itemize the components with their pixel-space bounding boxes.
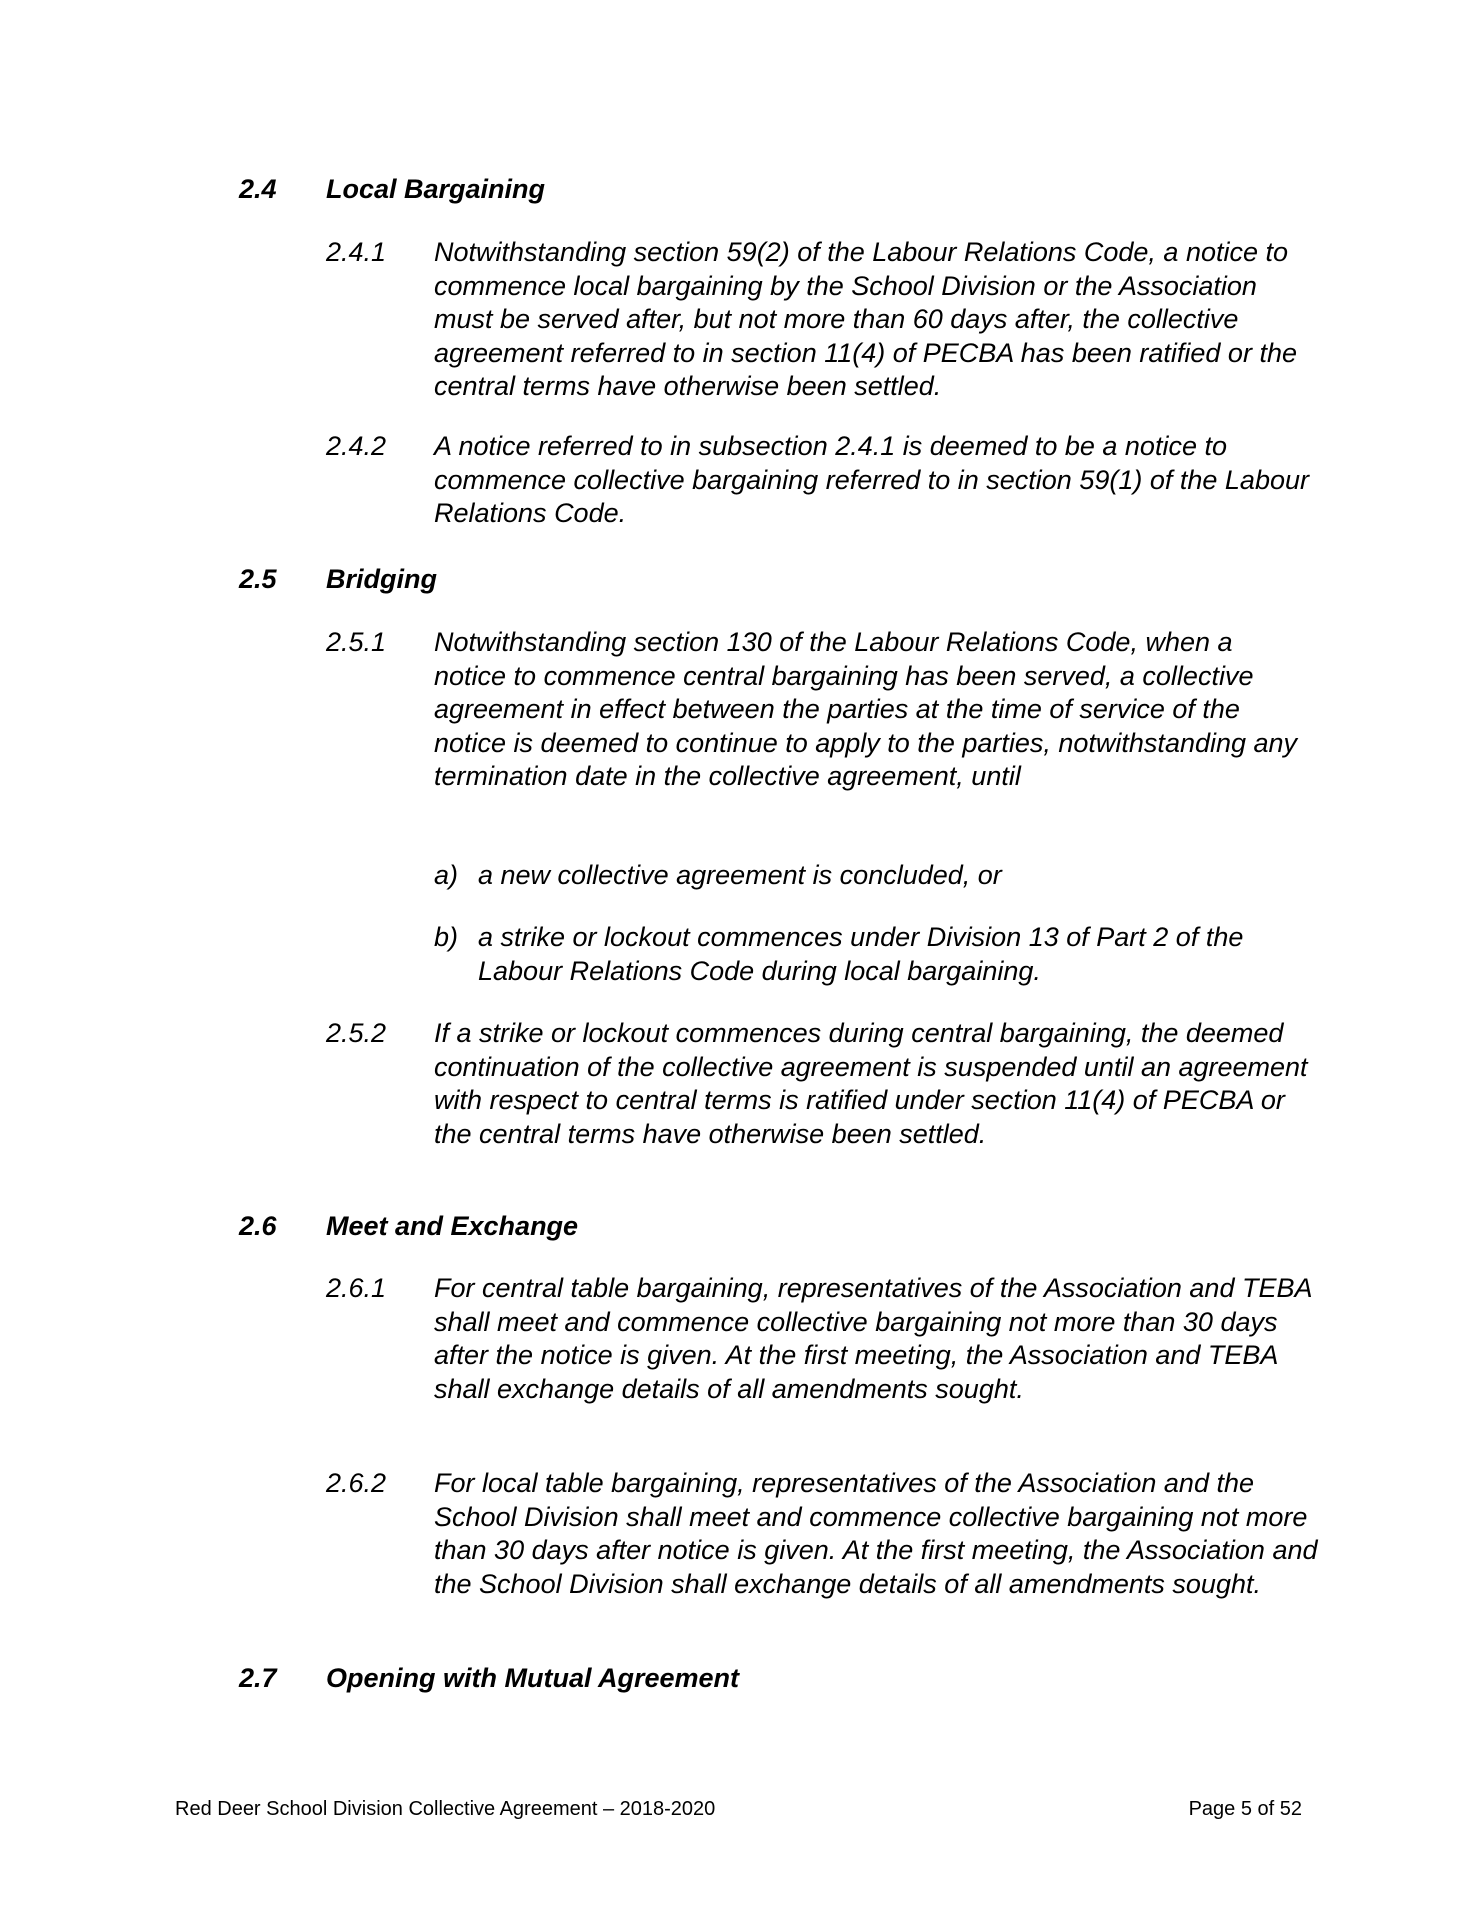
clause-2-6-1 <box>326 1272 1321 1406</box>
section-heading-2-7 <box>239 1662 739 1695</box>
clause-2-4-2 <box>326 430 1311 531</box>
clause-number: 2.6.2 <box>326 1468 387 1498</box>
section-heading-2-5 <box>239 563 437 596</box>
list-item-b <box>434 921 1314 988</box>
clause-2-6-2 <box>326 1467 1321 1601</box>
clause-text: If a strike or lockout commences during central bargaining, the deemed continuation of the collective agreement is suspended until an agreement with respect to central terms is ratified under section 11(4) of PECBA or the central terms have otherwise been settled. <box>434 1018 1308 1149</box>
clause-number: 2.4.1 <box>326 237 387 267</box>
list-item-text: a new collective agreement is concluded, or <box>478 860 1002 890</box>
clause-2-5-2 <box>326 1017 1316 1151</box>
list-item-text: a strike or lockout commences under Division 13 of Part 2 of the Labour Relations Code during local bargaining. <box>478 922 1244 986</box>
clause-number: 2.5.2 <box>326 1018 387 1048</box>
section-title: Local Bargaining <box>326 174 546 204</box>
clause-text: A notice referred to in subsection 2.4.1 is deemed to be a notice to commence collective bargaining referred to in section 59(1) of the Labour Relations Code. <box>434 431 1309 528</box>
footer-document-title: Red Deer School Division Collective Agreement – 2018-2020 <box>175 1798 716 1820</box>
clause-text: For central table bargaining, representatives of the Association and TEBA shall meet and commence collective bargaining not more than 30 days after the notice is given. At the first meeting, the Association and TEBA shall exchange details of all amendments sought. <box>434 1273 1312 1404</box>
clause-text: Notwithstanding section 59(2) of the Labour Relations Code, a notice to commence local bargaining by the School Division or the Association must be served after, but not more than 60 days after, the collective agreement referred to in section 11(4) of PECBA has been ratified or the central terms have otherwise been settled. <box>434 237 1297 401</box>
clause-text: Notwithstanding section 130 of the Labour Relations Code, when a notice to commence central bargaining has been served, a collective agreement in effect between the parties at the time of service of the notice is deemed to continue to apply to the parties, notwithstanding any termination date in the collective agreement, until <box>434 627 1298 791</box>
section-heading-2-6 <box>239 1210 578 1243</box>
section-title: Bridging <box>326 564 437 594</box>
clause-number: 2.6.1 <box>326 1273 387 1303</box>
list-item-label: a) <box>434 860 459 890</box>
section-number: 2.6 <box>239 1211 277 1241</box>
clause-text: For local table bargaining, representatives of the Association and the School Division shall meet and commence collective bargaining not more than 30 days after notice is given. At the first meeting, the Association and the School Division shall exchange details of all amendments sought. <box>434 1468 1318 1599</box>
section-number: 2.5 <box>239 564 277 594</box>
clause-2-5-1 <box>326 626 1306 794</box>
list-item-a <box>434 859 1314 893</box>
clause-number: 2.5.1 <box>326 627 387 657</box>
section-heading-2-4 <box>239 173 545 206</box>
clause-2-4-1 <box>326 236 1311 404</box>
section-title: Opening with Mutual Agreement <box>326 1663 740 1693</box>
list-item-label: b) <box>434 922 459 952</box>
section-number: 2.4 <box>239 174 277 204</box>
section-title: Meet and Exchange <box>326 1211 579 1241</box>
footer-page-number: Page 5 of 52 <box>1188 1798 1302 1820</box>
clause-number: 2.4.2 <box>326 431 387 461</box>
section-number: 2.7 <box>239 1663 277 1693</box>
